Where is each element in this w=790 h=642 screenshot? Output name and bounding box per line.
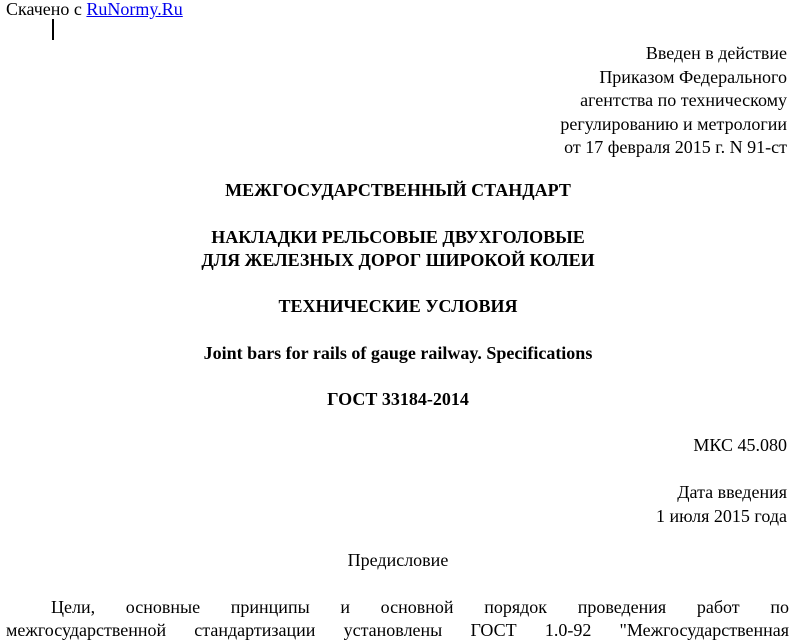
enactment-line-3: агентства по техническому <box>580 90 787 110</box>
standard-type <box>0 179 790 202</box>
english-title-text: Joint bars for rails of gauge railway. Specifications <box>203 343 593 363</box>
standard-code <box>0 388 790 411</box>
enactment-note <box>560 42 787 160</box>
standard-code-text: ГОСТ 33184-2014 <box>327 389 469 409</box>
foreword-heading-text: Предисловие <box>347 550 449 570</box>
enactment-line-4: регулированию и метрологии <box>560 113 787 134</box>
standard-title-line-2: ДЛЯ ЖЕЛЕЗНЫХ ДОРОГ ШИРОКОЙ КОЛЕИ <box>201 250 595 270</box>
foreword-heading <box>0 549 790 572</box>
foreword-line-2: межгосударственной стандартизации установлены ГОСТ 1.0-92 "Межгосударственная <box>6 620 789 640</box>
foreword-line-1: Цели, основные принципы и основной порядок проведения работ по <box>51 597 789 617</box>
enactment-line-2: Приказом Федерального <box>599 66 787 87</box>
introduction-date-label: Дата введения <box>677 482 787 502</box>
enactment-line-5: от 17 февраля 2015 г. N 91-ст <box>564 137 787 157</box>
standard-title <box>0 226 790 272</box>
standard-title-line-1: НАКЛАДКИ РЕЛЬСОВЫЕ ДВУХГОЛОВЫЕ <box>211 227 585 247</box>
enactment-line-1: Введен в действие <box>645 43 787 63</box>
text-cursor <box>52 19 54 40</box>
introduction-date-value: 1 июля 2015 года <box>656 505 787 526</box>
standard-subtitle-text: ТЕХНИЧЕСКИЕ УСЛОВИЯ <box>278 296 518 316</box>
download-source-prefix: Скачено с <box>6 0 87 19</box>
standard-type-text: МЕЖГОСУДАРСТВЕННЫЙ СТАНДАРТ <box>225 180 571 200</box>
foreword-paragraph <box>6 596 789 642</box>
introduction-date <box>656 481 787 528</box>
mks-code <box>693 434 787 458</box>
runormy-link[interactable]: RuNormy.Ru <box>86 0 183 19</box>
mks-code-text: МКС 45.080 <box>693 435 787 455</box>
download-source-line <box>6 0 183 20</box>
standard-subtitle <box>0 295 790 318</box>
english-title <box>0 342 790 365</box>
